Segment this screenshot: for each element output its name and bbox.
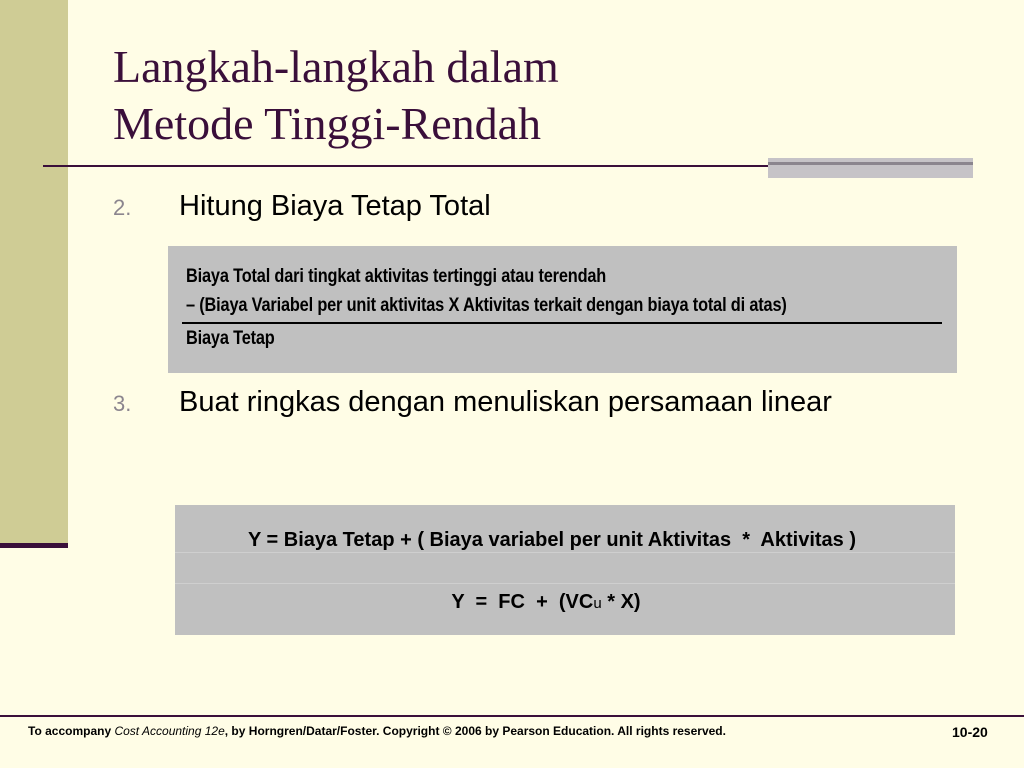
calc-line-variable-cost: – (Biaya Variabel per unit aktivitas X Aktivitas terkait dengan biaya total di atas) bbox=[186, 295, 787, 316]
calc-line-result: Biaya Tetap bbox=[186, 328, 275, 349]
page-number: 10-20 bbox=[952, 724, 988, 740]
fixed-cost-calculation-box bbox=[168, 246, 957, 373]
title-line-1: Langkah-langkah dalam bbox=[113, 41, 559, 92]
step-2 bbox=[113, 190, 491, 223]
footer-divider bbox=[0, 715, 1024, 717]
left-decorative-bar bbox=[0, 0, 68, 545]
step-text: Hitung Biaya Tetap Total bbox=[179, 190, 491, 222]
equation-symbolic bbox=[156, 591, 936, 614]
footer-book-title: Cost Accounting 12e bbox=[114, 724, 225, 738]
calc-sum-rule bbox=[182, 322, 942, 324]
calc-line-total-cost: Biaya Total dari tingkat aktivitas tertinggi atau terendah bbox=[186, 266, 607, 287]
title-divider-accent bbox=[768, 158, 973, 178]
equation-verbose: Y = Biaya Tetap + ( Biaya variabel per unit Aktivitas * Aktivitas ) bbox=[247, 529, 857, 551]
slide-title bbox=[113, 38, 559, 152]
footer-suffix: , by Horngren/Datar/Foster. Copyright © 2006 by Pearson Education. All rights reserved. bbox=[224, 724, 726, 738]
equation-subscript: u bbox=[593, 595, 602, 612]
left-accent-line bbox=[0, 543, 68, 548]
footer-copyright bbox=[28, 724, 726, 738]
step-number: 3. bbox=[113, 391, 132, 416]
step-number: 2. bbox=[113, 195, 132, 220]
step-text: Buat ringkas dengan menuliskan persamaan linear bbox=[179, 386, 832, 418]
box-stripe bbox=[175, 552, 955, 553]
linear-equation-box bbox=[175, 505, 955, 635]
box-stripe bbox=[175, 583, 955, 584]
equation-prefix: Y = FC + (VC bbox=[451, 591, 594, 613]
title-line-2: Metode Tinggi-Rendah bbox=[113, 98, 542, 149]
step-3 bbox=[113, 386, 832, 419]
footer-prefix: To accompany bbox=[28, 724, 115, 738]
equation-suffix: * X) bbox=[601, 591, 641, 613]
